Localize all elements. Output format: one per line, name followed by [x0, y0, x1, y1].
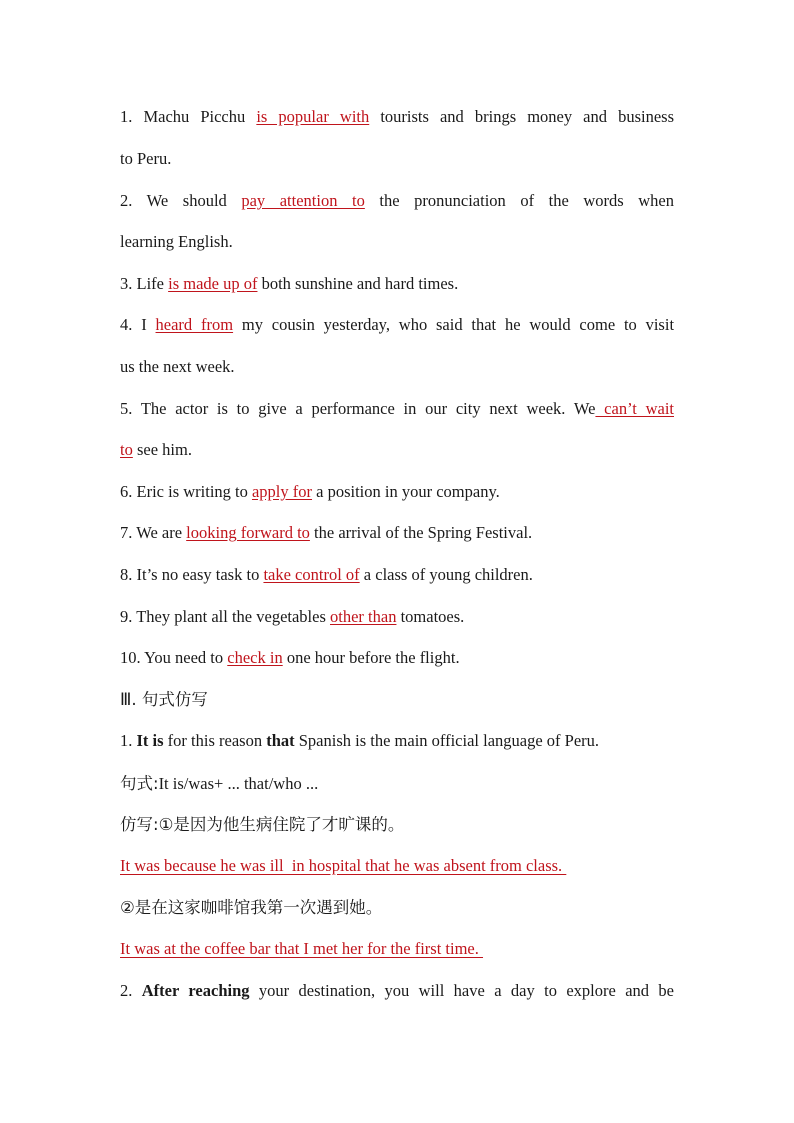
- item-2-line-2: [120, 231, 674, 253]
- answer-phrase: other than: [330, 607, 397, 626]
- imitation-label: 仿写:: [120, 815, 159, 834]
- item-5-line-1: [120, 398, 674, 420]
- item-text: You need to: [144, 648, 224, 667]
- imitation-q1: [120, 814, 674, 836]
- item-text: my cousin yesterday, who said that he would come to visit: [241, 315, 675, 334]
- item-text: us the next week.: [120, 357, 235, 376]
- answer-phrase: check in: [227, 648, 283, 667]
- item-text: the arrival of the Spring Festival.: [314, 523, 533, 542]
- item-1-line-1: [120, 106, 674, 128]
- answer-phrase: take control of: [263, 565, 360, 584]
- item-text: a position in your company.: [316, 482, 500, 501]
- item-number: 10.: [120, 648, 141, 667]
- pattern-line: [120, 773, 674, 795]
- item-text: for this reason: [167, 731, 263, 750]
- item-text: They plant all the vegetables: [136, 607, 326, 626]
- answer-phrase: heard from: [155, 315, 234, 334]
- item-number: 5.: [120, 399, 133, 418]
- item-text: to Peru.: [120, 149, 172, 168]
- item-text: Machu Picchu: [143, 107, 246, 126]
- imitation-q2: ②是在这家咖啡馆我第一次遇到她。: [120, 898, 383, 917]
- item-text: Life: [136, 274, 164, 293]
- bold-keyword: that: [266, 731, 295, 750]
- item-number: 7.: [120, 523, 133, 542]
- pattern-sentence-2: [120, 980, 674, 1002]
- item-text: We should: [146, 191, 227, 210]
- section-heading: Ⅲ. 句式仿写: [120, 690, 208, 709]
- imitation-a1: [120, 855, 674, 877]
- item-number: 1.: [120, 731, 133, 750]
- answer-sentence: It was at the coffee bar that I met her for the first time.: [120, 939, 484, 958]
- item-number: 2.: [120, 981, 133, 1000]
- item-2-line-1: [120, 190, 674, 212]
- item-10-line-1: [120, 647, 674, 669]
- item-8-line-1: [120, 564, 674, 586]
- imitation-question: ①是因为他生病住院了才旷课的。: [158, 815, 405, 834]
- answer-phrase: pay attention to: [241, 191, 365, 210]
- item-4-line-1: [120, 314, 674, 336]
- item-text: Eric is writing to: [136, 482, 248, 501]
- item-text: It’s no easy task to: [136, 565, 260, 584]
- item-number: 1.: [120, 107, 133, 126]
- item-5-line-2: [120, 439, 674, 461]
- item-number: 9.: [120, 607, 133, 626]
- answer-phrase: is popular with: [256, 107, 370, 126]
- answer-phrase: apply for: [251, 482, 313, 501]
- item-7-line-1: [120, 522, 674, 544]
- item-1-line-2: [120, 148, 674, 170]
- pattern-label: 句式:: [120, 774, 159, 793]
- item-text: I: [141, 315, 147, 334]
- item-number: 2.: [120, 191, 133, 210]
- item-text: both sunshine and hard times.: [261, 274, 459, 293]
- imitation-a2: [120, 938, 674, 960]
- item-text: one hour before the flight.: [286, 648, 460, 667]
- answer-phrase: can’t wait: [595, 399, 674, 418]
- item-text: learning English.: [120, 232, 233, 251]
- item-text: the pronunciation of the words when: [379, 191, 674, 210]
- item-4-line-2: [120, 356, 674, 378]
- item-9-line-1: [120, 606, 674, 628]
- bold-keyword: After reaching: [141, 981, 250, 1000]
- item-text: tourists and brings money and business: [380, 107, 674, 126]
- item-number: 3.: [120, 274, 133, 293]
- pattern-text: It is/was+ ... that/who ...: [158, 774, 319, 793]
- item-3-line-1: [120, 273, 674, 295]
- answer-phrase: looking forward to: [186, 523, 310, 542]
- item-text: a class of young children.: [363, 565, 533, 584]
- answer-sentence: It was because he was ill in hospital that he was absent from class.: [120, 856, 567, 875]
- item-text: tomatoes.: [400, 607, 465, 626]
- bold-keyword: It is: [136, 731, 164, 750]
- item-text: your destination, you will have a day to explore and be: [258, 981, 674, 1000]
- answer-phrase: is made up of: [168, 274, 258, 293]
- item-text: Spanish is the main official language of Peru.: [298, 731, 600, 750]
- pattern-sentence-1: [120, 730, 674, 752]
- item-text: We are: [136, 523, 183, 542]
- item-6-line-1: [120, 481, 674, 503]
- item-text: see him.: [136, 440, 192, 459]
- item-text: The actor is to give a performance in our city next week. We: [140, 399, 596, 418]
- item-number: 6.: [120, 482, 133, 501]
- answer-phrase: to: [120, 440, 133, 459]
- item-number: 8.: [120, 565, 133, 584]
- item-number: 4.: [120, 315, 133, 334]
